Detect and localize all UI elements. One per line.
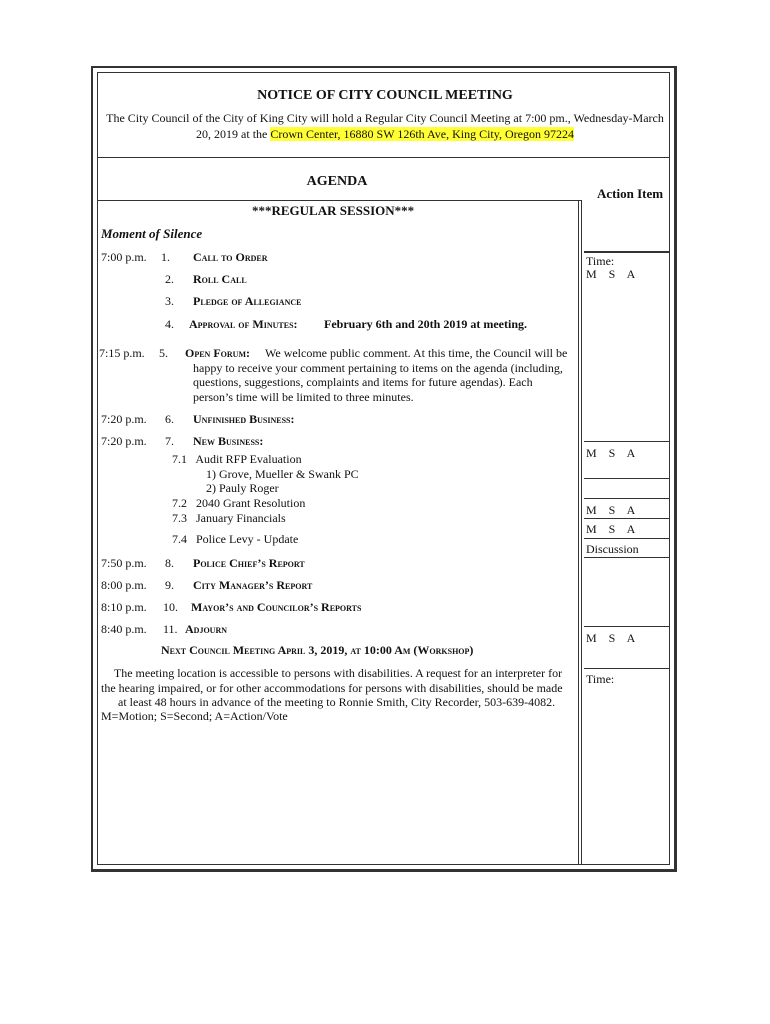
- action-line: [584, 251, 670, 253]
- inner-frame: [97, 72, 670, 865]
- action-line: [584, 668, 670, 669]
- action-msa: M S A: [586, 503, 636, 517]
- notice-line-1: The City Council of the City of King City will hold a Regular City Council Meeting at 7:00 pm., Wednesday-March: [106, 111, 664, 125]
- moment-of-silence: Moment of Silence: [101, 226, 203, 241]
- item-label: New Business:: [193, 434, 264, 448]
- meeting-location: Crown Center, 16880 SW 126th Ave, King City, Oregon 97224: [270, 127, 574, 141]
- item-label: Open Forum:: [185, 346, 250, 360]
- action-item-heading: Action Item: [597, 186, 664, 201]
- item-time: 7:20 p.m.: [101, 412, 147, 426]
- notice-title: NOTICE OF CITY COUNCIL MEETING: [257, 88, 513, 103]
- item-label: Police Chief’s Report: [193, 556, 305, 570]
- agenda-heading: AGENDA: [306, 174, 368, 189]
- sub-item-7-3: 7.3 January Financials: [172, 511, 286, 525]
- item-number: 11.: [163, 622, 178, 636]
- item-number: 3.: [165, 294, 174, 308]
- item-number: 8.: [165, 556, 174, 570]
- notice-line-2-pre: 20, 2019 at the: [196, 127, 271, 141]
- legend: M=Motion; S=Second; A=Action/Vote: [101, 709, 288, 723]
- item-time: 8:10 p.m.: [101, 600, 147, 614]
- action-column-divider-2: [581, 200, 582, 865]
- item-number: 4.: [165, 317, 174, 331]
- action-line: [584, 518, 670, 519]
- action-discussion: Discussion: [586, 542, 639, 556]
- item-time: 7:50 p.m.: [101, 556, 147, 570]
- item-number: 2.: [165, 272, 174, 286]
- item-extra: February 6th and 20th 2019 at meeting.: [324, 317, 527, 331]
- sub-item-7-2: 7.2 2040 Grant Resolution: [172, 496, 306, 510]
- item-cont: questions, suggestions, complaints and items for future agendas). Each: [193, 375, 533, 389]
- item-extra: We welcome public comment. At this time, the Council will be: [265, 346, 568, 360]
- action-line: [584, 538, 670, 539]
- sub-item-7-1-b: 2) Pauly Roger: [206, 481, 279, 495]
- item-label: Call to Order: [193, 250, 268, 264]
- action-time-label: Time:: [586, 254, 615, 268]
- action-msa: M S A: [586, 522, 636, 536]
- item-number: 1.: [161, 250, 170, 264]
- item-number: 6.: [165, 412, 174, 426]
- item-number: 10.: [163, 600, 178, 614]
- action-msa: M S A: [586, 631, 636, 645]
- regular-session: ***REGULAR SESSION***: [252, 203, 415, 218]
- header-divider: [97, 157, 670, 158]
- item-time: 8:00 p.m.: [101, 578, 147, 592]
- accessibility-note-line: the hearing impaired, or for other accommodations for persons with disabilities, should be made: [101, 681, 563, 695]
- item-label: Approval of Minutes:: [189, 317, 298, 331]
- action-column-divider: [578, 200, 579, 865]
- item-label: City Manager’s Report: [193, 578, 313, 592]
- item-number: 9.: [165, 578, 174, 592]
- action-msa: M S A: [586, 267, 636, 281]
- action-line: [584, 441, 670, 442]
- item-time: 7:15 p.m.: [99, 346, 145, 360]
- item-label: Roll Call: [193, 272, 247, 286]
- item-time: 8:40 p.m.: [101, 622, 147, 636]
- agenda-divider: [97, 200, 581, 201]
- action-time-label: Time:: [586, 672, 615, 686]
- item-number: 5.: [159, 346, 168, 360]
- notice-line-2: [0, 127, 770, 142]
- item-number: 7.: [165, 434, 174, 448]
- next-meeting: Next Council Meeting April 3, 2019, at 10:00 Am (Workshop): [161, 643, 474, 657]
- item-time: 7:00 p.m.: [101, 250, 147, 264]
- action-msa: M S A: [586, 446, 636, 460]
- item-label: Mayor’s and Councilor’s Reports: [191, 600, 362, 614]
- item-cont: person’s time will be limited to three minutes.: [193, 390, 414, 404]
- item-label: Unfinished Business:: [193, 412, 295, 426]
- action-line: [584, 478, 670, 479]
- item-cont: happy to receive your comment pertaining to items on the agenda (including,: [193, 361, 563, 375]
- item-label: Adjourn: [185, 622, 227, 636]
- sub-item-7-1-a: 1) Grove, Mueller & Swank PC: [206, 467, 359, 481]
- accessibility-note-line: at least 48 hours in advance of the meeting to Ronnie Smith, City Recorder, 503-639-4082.: [118, 695, 556, 709]
- action-line: [584, 557, 670, 558]
- sub-item-7-4: 7.4 Police Levy - Update: [172, 532, 299, 546]
- action-line: [584, 626, 670, 627]
- sub-item-7-1: 7.1 Audit RFP Evaluation: [172, 452, 302, 466]
- accessibility-note-line: The meeting location is accessible to persons with disabilities. A request for an interpreter for: [113, 666, 563, 680]
- action-line: [584, 498, 670, 499]
- item-time: 7:20 p.m.: [101, 434, 147, 448]
- item-label: Pledge of Allegiance: [193, 294, 302, 308]
